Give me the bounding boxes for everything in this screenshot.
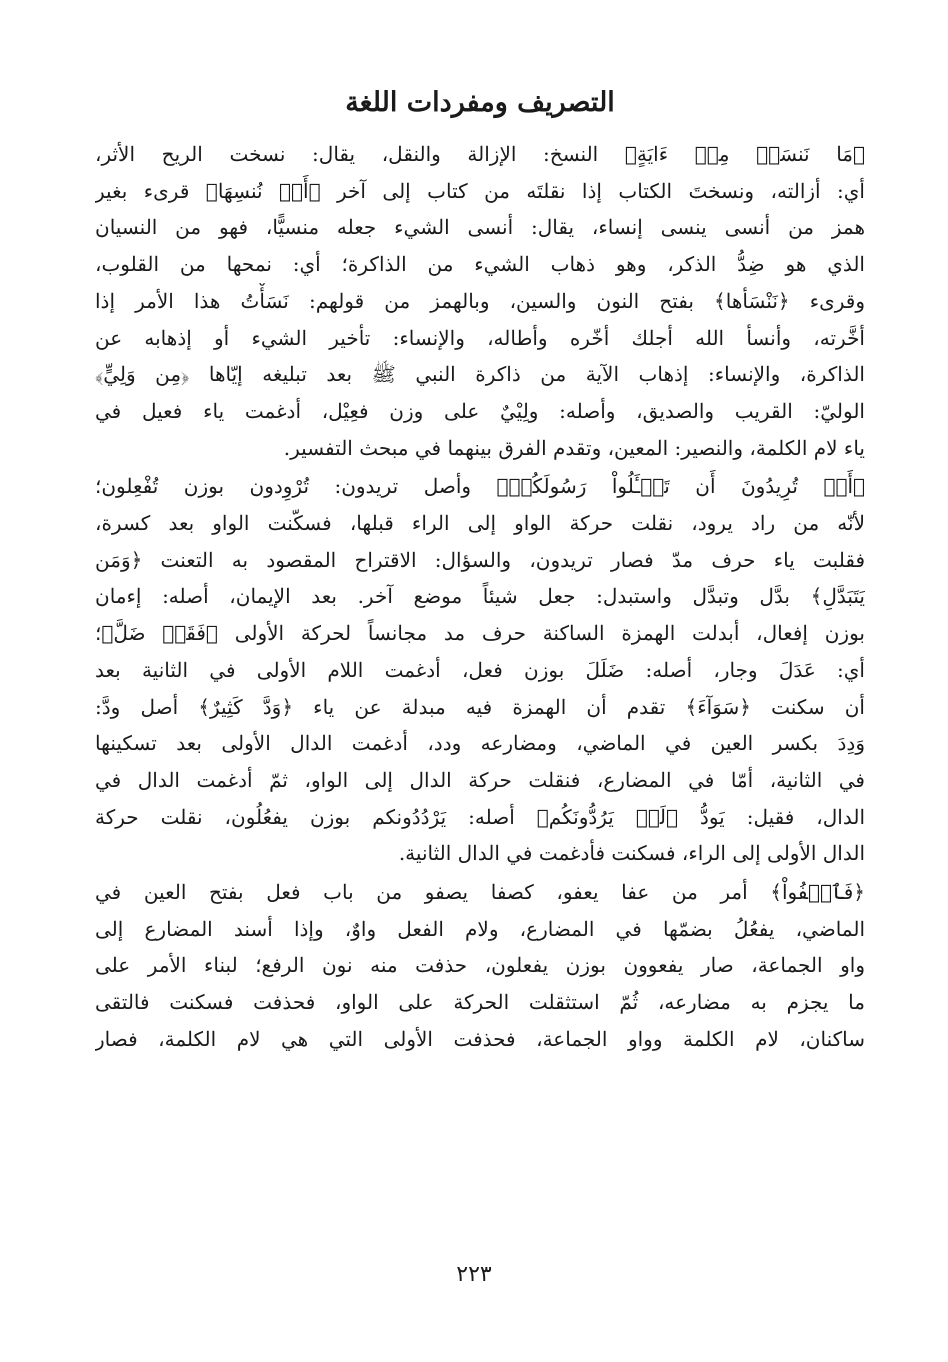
text-line: أن سكنت ﴿سَوَآءَ﴾ تقدم أن الهمزة فيه مبدلة عن ياء ﴿وَدَّ كَثِيرٌ﴾ أصل ودَّ: [95, 694, 865, 719]
text-line: الذاكرة، والإنساء: إذهاب الآية من ذاكرة النبي ﷺ بعد تبليغه إيّاها ﴿مِن وَلِيٍّ﴾ [95, 362, 865, 387]
text-line: في الثانية، أمّا في المضارع، فنقلت حركة الدال إلى الواو، ثمّ أدغمت الدال في [95, 767, 865, 792]
page-body [95, 80, 865, 1058]
text-line: الوليّ: القريب والصديق، وأصله: ولِيْيٌ على وزن فعِيْل، أدغمت ياء فعيل في [95, 398, 865, 423]
text-line: ﴿فَٱعۡفُواْ﴾ أمر من عفا يعفو، كصفا يصفو من باب فعل بفتح العين في [95, 880, 865, 905]
text-line: ﴿مَا نَنسَخۡ مِنۡ ءَايَةٍ﴾ النسخ: الإزالة والنقل، يقال: نسخت الريح الأثر، [95, 142, 865, 166]
paragraph-1 [95, 136, 865, 466]
text-line: ساكنان، لام الكلمة وواو الجماعة، فحذفت الأولى التي هي لام الكلمة، فصار [95, 1026, 865, 1051]
paragraph-3 [95, 874, 865, 1058]
text-line: يَتَبَدَّلِ﴾ بدَّل وتبدَّل واستبدل: جعل شيئاً موضع آخر. بعد الإيمان، أصله: إءمان [95, 584, 865, 609]
text-line: همز من أنسى ينسى إنساء، يقال: أنسى الشيء جعله منسيًّا، فهو من النسيان [95, 215, 865, 240]
text-line: ياء لام الكلمة، والنصير: المعين، وتقدم الفرق بينهما في مبحث التفسير. [283, 435, 865, 460]
text-line: أي: عَدَلَ وجار، أصله: ضَلَلَ بوزن فعل، أدغمت اللام الأولى في الثانية بعد [95, 657, 865, 682]
text-line: لأنّه من راد يرود، نقلت حركة الواو إلى الراء قبلها، فسكّنت الواو بعد كسرة، [95, 511, 865, 536]
text-line: الذي هو ضِدُّ الذكر، وهو ذهاب الشيء من الذاكرة؛ أي: نمحها من القلوب، [95, 252, 865, 277]
text-line: وقرىء ﴿نَنْسَأها﴾ بفتح النون والسين، وبالهمز من قولهم: نَسَأْتُ هذا الأمر إذا [95, 288, 865, 313]
text-line: الماضي، يفعُلُ بضمّها في المضارع، ولام الفعل واوٌ، وإذا أسند المضارع إلى [95, 916, 865, 941]
page-number: ٢٢٣ [456, 1262, 492, 1287]
text-line: أخَّرته، وأنسأ الله أجلك أخّره وأطاله، والإنساء: تأخير الشيء أو إذهابه عن [95, 325, 865, 350]
text-line: أي: أزالته، ونسختَ الكتاب إذا نقلتَه من كتاب إلى آخر ﴿أَوۡ نُنسِهَا﴾ قرىء بغير [95, 178, 865, 203]
text-line: الدال الأولى إلى الراء، فسكنت فأدغمت في الدال الثانية. [398, 841, 865, 866]
text-line: فقلبت ياء حرف مدّ فصار تريدون، والسؤال: الاقتراح المقصود به التعنت ﴿وَمَن [95, 547, 865, 572]
text-line: ﴿أَمۡ تُرِيدُونَ أَن تَسۡـَٔلُواْ رَسُولَكُمۡ﴾ وأصل تريدون: تُرْوِدون بوزن تُفْعِلون؛ [95, 474, 865, 499]
text-line: بوزن إفعال، أبدلت الهمزة الساكنة حرف مد مجانساً لحركة الأولى ﴿فَقَدۡ ضَلَّ﴾؛ [95, 621, 865, 646]
text-line: وَدِدَ بكسر العين في الماضي، ومضارعه ودد، أدغمت الدال الأولى بعد تسكينها [95, 731, 865, 756]
page-title: التصريف ومفردات اللغة [345, 87, 615, 118]
text-line: الدال، فقيل: يَودُّ ﴿لَوۡ يَرُدُّونَكُم﴾ أصله: يَرْدُدُونكم بوزن يفعُلُون، نقلت حركة [95, 804, 865, 829]
text-line: ما يجزم به مضارعه، ثُمّ استثقلت الحركة على الواو، فحذفت فسكنت فالتقى [95, 990, 865, 1015]
paragraph-2 [95, 468, 865, 872]
text-line: واو الجماعة، صار يفعوون بوزن يفعلون، حذفت منه نون الرفع؛ لبناء الأمر على [95, 953, 865, 978]
